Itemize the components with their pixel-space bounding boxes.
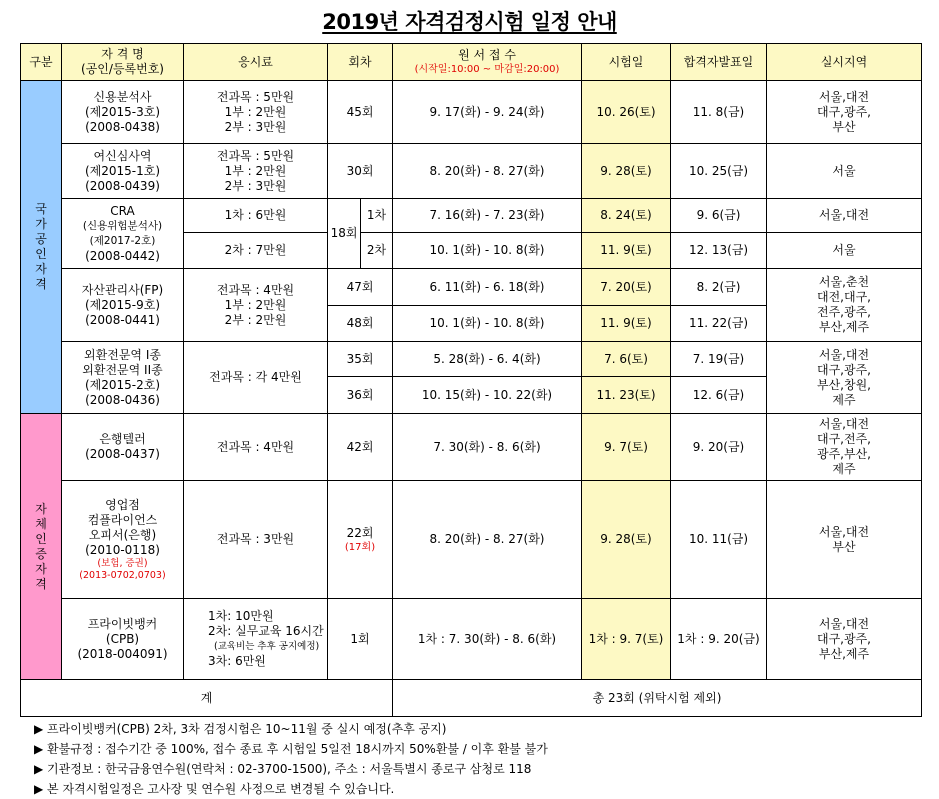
cert-name: 자산관리사(FP) (제2015-9호) (2008-0441) [62,269,184,342]
cert-region: 서울 [767,233,922,269]
note-item: ▶ 프라이빗뱅커(CPB) 2차, 3차 검정시험은 10~11월 중 실시 예정(추후 공지) [34,722,447,736]
cert-name: 프라이빗뱅커 (CPB) (2018-004091) [62,599,184,680]
cert-fee: 전과목 : 4만원 [184,414,328,481]
cert-fee: 1차: 10만원 2차: 실무교육 16시간 (교육비는 추후 공지예정) 3차: 6만원 [184,599,328,680]
cert-apply: 10. 15(화) - 10. 22(화) [393,377,582,414]
cert-result-date: 1차 : 9. 20(금) [671,599,767,680]
cert-name: 영업점 컴플라이언스 오피서(은행) (2010-0118) (보험, 증권) (2013-0702,0703) [62,481,184,599]
cert-region: 서울,대전 [767,199,922,233]
cert-apply: 6. 11(화) - 6. 18(화) [393,269,582,306]
cert-fee: 전과목 : 각 4만원 [184,342,328,414]
cert-round: 42회 [328,414,393,481]
cert-name: 신용분석사 (제2015-3호) (2008-0438) [62,81,184,144]
cert-round: 45회 [328,81,393,144]
cert-round: 36회 [328,377,393,414]
cert-apply: 7. 30(화) - 8. 6(화) [393,414,582,481]
cert-sub-round: 1차 [361,199,393,233]
cert-name: 외환전문역 I종 외환전문역 II종 (제2015-2호) (2008-0436) [62,342,184,414]
cert-result-date: 11. 8(금) [671,81,767,144]
cert-apply: 5. 28(화) - 6. 4(화) [393,342,582,377]
cert-result-date: 10. 11(금) [671,481,767,599]
table-row [21,599,922,680]
cert-round: 22회 (17회) [328,481,393,599]
cert-result-date: 10. 25(금) [671,144,767,199]
cert-result-date: 7. 19(금) [671,342,767,377]
note-item: ▶ 환불규정 : 접수기간 중 100%, 접수 종료 후 시험일 5일전 18시까지 50%환불 / 이후 환불 불가 [34,742,548,756]
cert-fee: 2차 : 7만원 [184,233,328,269]
cert-result-date: 9. 6(금) [671,199,767,233]
cert-round: 18회 [328,199,361,269]
header-result-date: 합격자발표일 [671,44,767,81]
cert-result-date: 12. 13(금) [671,233,767,269]
table-row [21,342,922,377]
cert-exam-date: 11. 23(토) [582,377,671,414]
cert-round: 1회 [328,599,393,680]
cert-region: 서울,대전 대구,광주, 부산,제주 [767,599,922,680]
exam-schedule-table [20,43,922,717]
cert-name: 은행텔러 (2008-0437) [62,414,184,481]
note-item: ▶ 본 자격시험일정은 고사장 및 연수원 사정으로 변경될 수 있습니다. [34,782,395,796]
note-item: ▶ 기관정보 : 한국금융연수원(연락처 : 02-3700-1500), 주소 : 서울특별시 종로구 삼청로 118 [34,762,532,776]
cert-exam-date: 11. 9(토) [582,233,671,269]
cert-apply: 9. 17(화) - 9. 24(화) [393,81,582,144]
table-row [21,481,922,599]
cert-region: 서울,춘천 대전,대구, 전주,광주, 부산,제주 [767,269,922,342]
cert-round: 30회 [328,144,393,199]
cert-region: 서울 [767,144,922,199]
total-label: 계 [21,680,393,717]
header-row [21,44,922,81]
header-exam-date: 시험일 [582,44,671,81]
cert-exam-date: 10. 26(토) [582,81,671,144]
cert-exam-date: 7. 6(토) [582,342,671,377]
table-row [21,144,922,199]
header-region: 실시지역 [767,44,922,81]
cert-exam-date: 8. 24(토) [582,199,671,233]
group-private-label: 자 체 인 증 자 격 [21,414,62,680]
page-title: 2019년 자격검정시험 일정 안내 [322,10,617,34]
table-row [21,81,922,144]
notes-list [34,719,548,799]
header-round: 회차 [328,44,393,81]
cert-exam-date: 9. 28(토) [582,144,671,199]
cert-exam-date: 1차 : 9. 7(토) [582,599,671,680]
cert-name: 여신심사역 (제2015-1호) (2008-0439) [62,144,184,199]
table-row [21,414,922,481]
cert-exam-date: 9. 28(토) [582,481,671,599]
header-name: 자 격 명 (공인/등록번호) [62,44,184,81]
cert-fee: 전과목 : 4만원 1부 : 2만원 2부 : 2만원 [184,269,328,342]
header-fee: 응시료 [184,44,328,81]
table-row [21,199,922,233]
cert-region: 서울,대전 부산 [767,481,922,599]
cert-fee: 전과목 : 3만원 [184,481,328,599]
cert-apply: 7. 16(화) - 7. 23(화) [393,199,582,233]
table-row [21,269,922,306]
cert-result-date: 11. 22(금) [671,306,767,342]
cert-sub-round: 2차 [361,233,393,269]
cert-region: 서울,대전 대구,전주, 광주,부산, 제주 [767,414,922,481]
cert-region: 서울,대전 대구,광주, 부산 [767,81,922,144]
cert-result-date: 9. 20(금) [671,414,767,481]
cert-round: 47회 [328,269,393,306]
cert-apply: 1차 : 7. 30(화) - 8. 6(화) [393,599,582,680]
cert-exam-date: 7. 20(토) [582,269,671,306]
cert-round: 35회 [328,342,393,377]
cert-apply: 8. 20(화) - 8. 27(화) [393,481,582,599]
cert-fee: 전과목 : 5만원 1부 : 2만원 2부 : 3만원 [184,81,328,144]
cert-exam-date: 11. 9(토) [582,306,671,342]
header-category: 구분 [21,44,62,81]
cert-apply: 10. 1(화) - 10. 8(화) [393,306,582,342]
cert-apply: 8. 20(화) - 8. 27(화) [393,144,582,199]
cert-fee: 1차 : 6만원 [184,199,328,233]
cert-region: 서울,대전 대구,광주, 부산,창원, 제주 [767,342,922,414]
cert-fee: 전과목 : 5만원 1부 : 2만원 2부 : 3만원 [184,144,328,199]
group-national-label: 국 가 공 인 자 격 [21,81,62,414]
total-row [21,680,922,717]
cert-apply: 10. 1(화) - 10. 8(화) [393,233,582,269]
cert-exam-date: 9. 7(토) [582,414,671,481]
cert-round: 48회 [328,306,393,342]
cert-result-date: 8. 2(금) [671,269,767,306]
cert-result-date: 12. 6(금) [671,377,767,414]
cert-name: CRA (신용위험분석사) (제2017-2호) (2008-0442) [62,199,184,269]
total-value: 총 23회 (위탁시험 제외) [393,680,922,717]
header-application: 원 서 접 수 (시작일:10:00 ~ 마감일:20:00) [393,44,582,81]
